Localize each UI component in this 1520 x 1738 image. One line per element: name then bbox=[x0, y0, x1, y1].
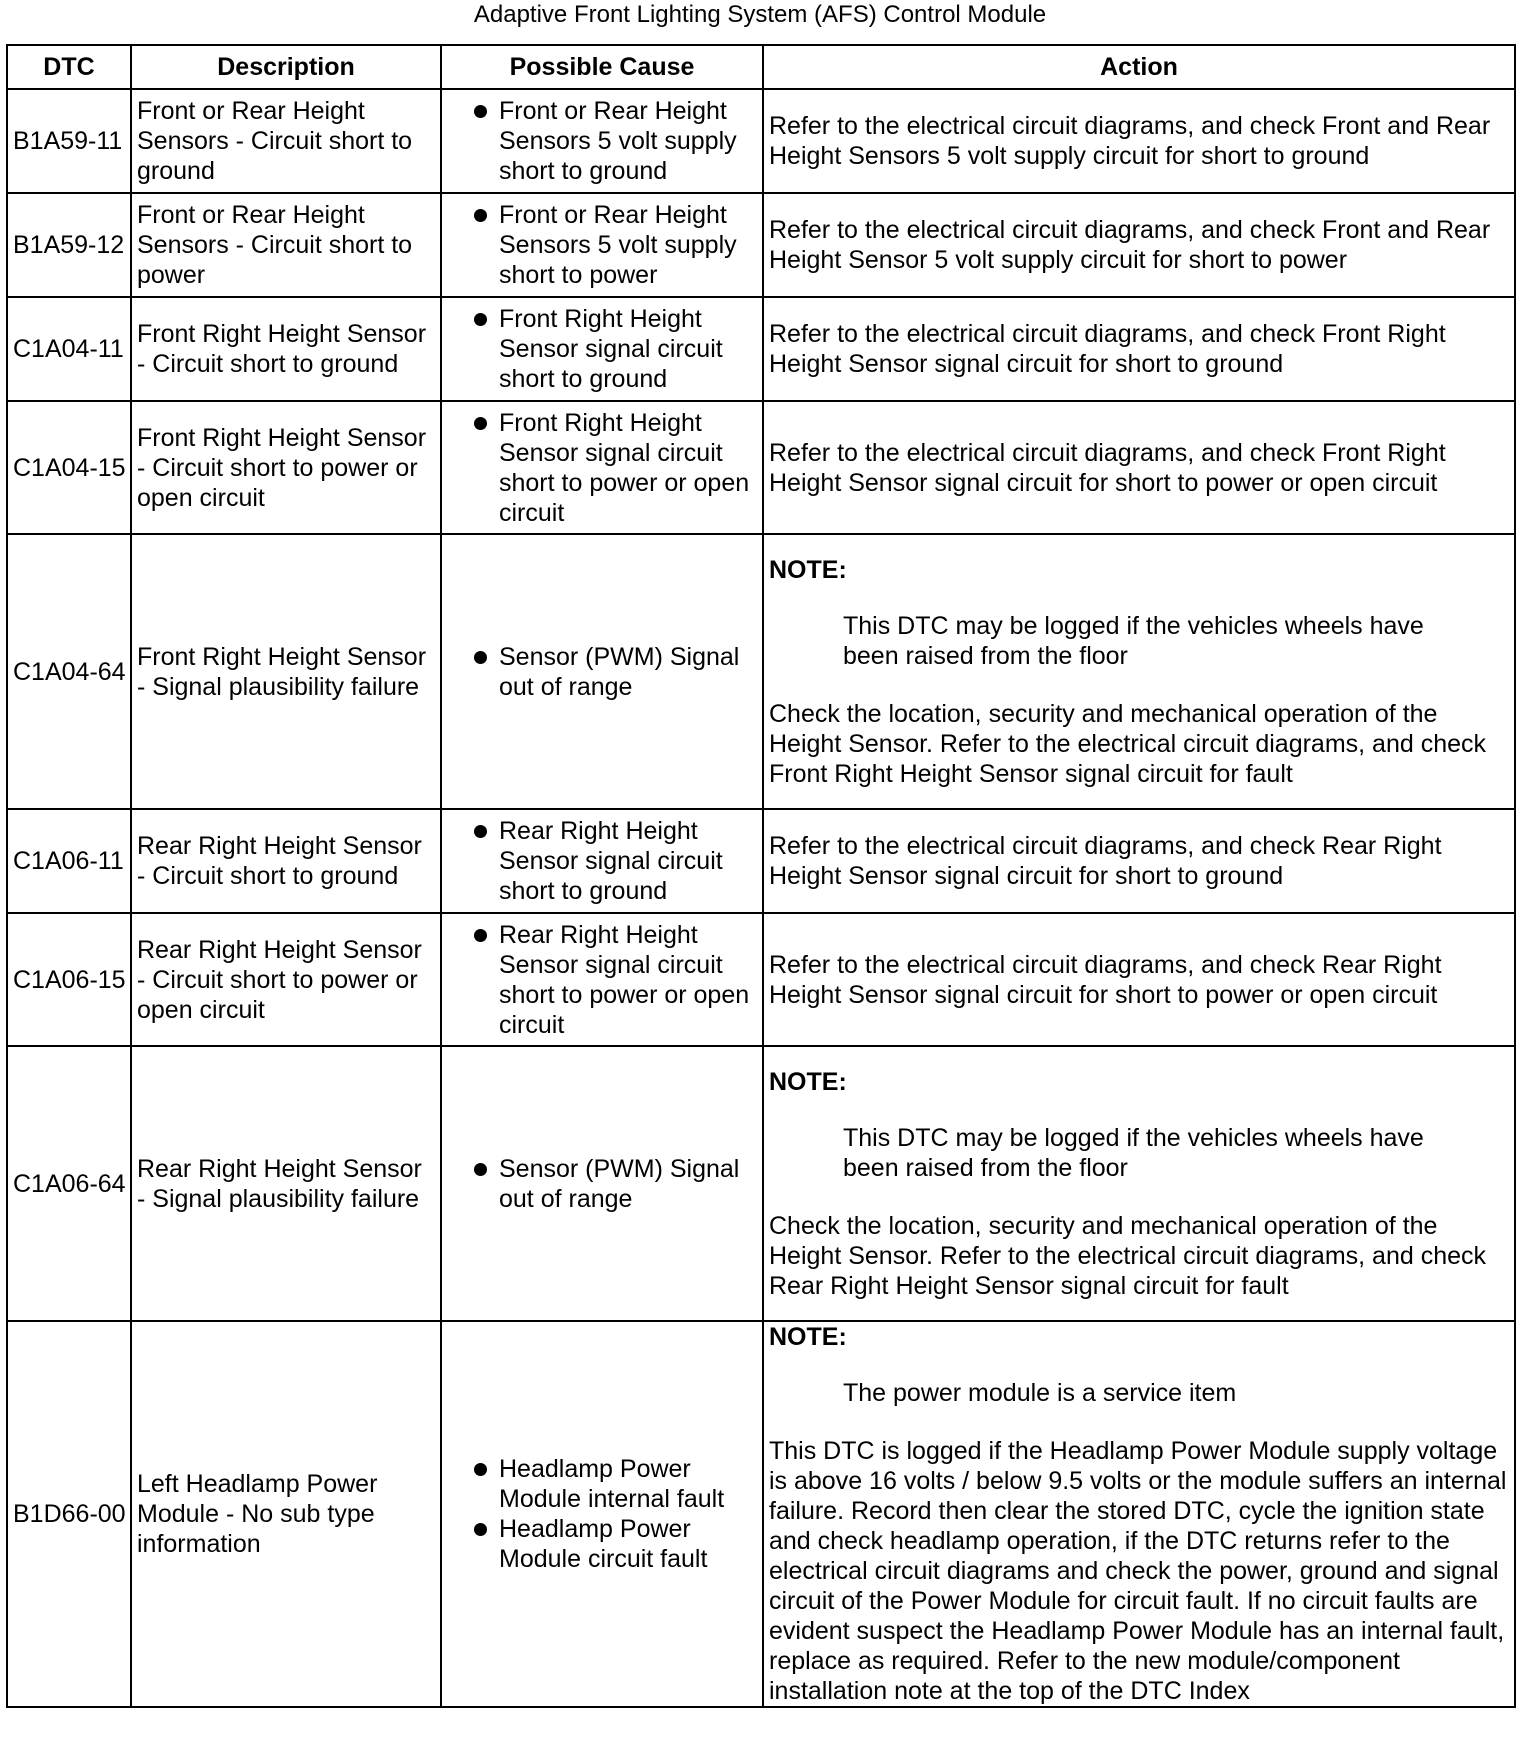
dtc-code: C1A04-11 bbox=[7, 297, 131, 401]
cause-item: Front or Rear Height Sensors 5 volt supply short to power bbox=[447, 200, 757, 290]
cause-list bbox=[447, 1454, 757, 1574]
action-text: Check the location, security and mechanical operation of the Height Sensor. Refer to the electrical circuit diagrams, and check Rear Right Height Sensor signal circuit for fault bbox=[769, 1211, 1487, 1300]
cause-cell bbox=[441, 401, 763, 534]
header-dtc: DTC bbox=[7, 45, 131, 89]
note-label: NOTE: bbox=[769, 1323, 847, 1351]
cause-list bbox=[447, 96, 757, 186]
cause-list bbox=[447, 920, 757, 1040]
header-action: Action bbox=[763, 45, 1515, 89]
description-cell: Rear Right Height Sensor - Circuit short to power or open circuit bbox=[131, 913, 441, 1046]
cause-item: Front Right Height Sensor signal circuit short to ground bbox=[447, 304, 757, 394]
cause-item: Headlamp Power Module internal fault bbox=[447, 1454, 757, 1514]
dtc-code: B1A59-12 bbox=[7, 193, 131, 297]
table-row bbox=[7, 809, 1515, 913]
cause-cell bbox=[441, 534, 763, 809]
description-cell: Rear Right Height Sensor - Signal plausibility failure bbox=[131, 1046, 441, 1321]
description-cell: Front or Rear Height Sensors - Circuit short to power bbox=[131, 193, 441, 297]
cause-item: Rear Right Height Sensor signal circuit short to power or open circuit bbox=[447, 920, 757, 1040]
action-cell: Refer to the electrical circuit diagrams, and check Rear Right Height Sensor signal circuit for short to power or open circuit bbox=[763, 913, 1515, 1046]
cause-cell bbox=[441, 809, 763, 913]
cause-item: Front Right Height Sensor signal circuit short to power or open circuit bbox=[447, 408, 757, 528]
header-description: Description bbox=[131, 45, 441, 89]
cause-item: Sensor (PWM) Signal out of range bbox=[447, 642, 757, 702]
action-cell bbox=[763, 534, 1515, 809]
header-possible-cause: Possible Cause bbox=[441, 45, 763, 89]
cause-cell bbox=[441, 913, 763, 1046]
action-text: Check the location, security and mechanical operation of the Height Sensor. Refer to the electrical circuit diagrams, and check Front Right Height Sensor signal circuit for fault bbox=[769, 699, 1487, 788]
cause-cell bbox=[441, 1321, 763, 1707]
action-text: This DTC is logged if the Headlamp Power Module supply voltage is above 16 volts / below 9.5 volts or the module suffers an internal failure. Record then clear the stored DTC, cycle the ignition state and check headlamp operation, if the DTC returns refer to the electrical circuit diagrams and check the power, ground and signal circuit of the Power Module for circuit fault. If no circuit faults are evident suspect the Headlamp Power Module has an internal fault, replace as required. Refer to the new module/component installation note at the top of the DTC Index bbox=[769, 1437, 1507, 1705]
table-row bbox=[7, 1046, 1515, 1321]
table-row bbox=[7, 193, 1515, 297]
note-label: NOTE: bbox=[769, 555, 847, 584]
cause-item: Headlamp Power Module circuit fault bbox=[447, 1514, 757, 1574]
note-text: This DTC may be logged if the vehicles wheels have been raised from the floor bbox=[843, 611, 1424, 670]
note-text: This DTC may be logged if the vehicles wheels have been raised from the floor bbox=[843, 1123, 1424, 1182]
action-cell: Refer to the electrical circuit diagrams, and check Front and Rear Height Sensor 5 volt supply circuit for short to power bbox=[763, 193, 1515, 297]
description-cell: Front Right Height Sensor - Circuit short to power or open circuit bbox=[131, 401, 441, 534]
action-cell: Refer to the electrical circuit diagrams, and check Front and Rear Height Sensors 5 volt supply circuit for short to ground bbox=[763, 89, 1515, 193]
cause-cell bbox=[441, 193, 763, 297]
description-cell: Front or Rear Height Sensors - Circuit short to ground bbox=[131, 89, 441, 193]
dtc-code: C1A06-11 bbox=[7, 809, 131, 913]
table-row bbox=[7, 534, 1515, 809]
table-row bbox=[7, 401, 1515, 534]
dtc-code: C1A04-64 bbox=[7, 534, 131, 809]
dtc-code: C1A06-64 bbox=[7, 1046, 131, 1321]
dtc-code: C1A06-15 bbox=[7, 913, 131, 1046]
action-cell bbox=[763, 1321, 1515, 1707]
note-label: NOTE: bbox=[769, 1067, 847, 1096]
cause-cell bbox=[441, 1046, 763, 1321]
action-cell: Refer to the electrical circuit diagrams, and check Rear Right Height Sensor signal circuit for short to ground bbox=[763, 809, 1515, 913]
action-cell: Refer to the electrical circuit diagrams, and check Front Right Height Sensor signal circuit for short to power or open circuit bbox=[763, 401, 1515, 534]
description-cell: Front Right Height Sensor - Circuit short to ground bbox=[131, 297, 441, 401]
page-title: Adaptive Front Lighting System (AFS) Control Module bbox=[473, 1, 1047, 28]
table-row bbox=[7, 913, 1515, 1046]
dtc-table bbox=[6, 44, 1516, 1708]
table-row bbox=[7, 1321, 1515, 1707]
cause-list bbox=[447, 408, 757, 528]
cause-item: Sensor (PWM) Signal out of range bbox=[447, 1154, 757, 1214]
action-cell: Refer to the electrical circuit diagrams, and check Front Right Height Sensor signal circuit for short to ground bbox=[763, 297, 1515, 401]
cause-cell bbox=[441, 297, 763, 401]
dtc-code: B1A59-11 bbox=[7, 89, 131, 193]
cause-item: Rear Right Height Sensor signal circuit short to ground bbox=[447, 816, 757, 906]
dtc-code: B1D66-00 bbox=[7, 1321, 131, 1707]
table-row bbox=[7, 297, 1515, 401]
description-cell: Front Right Height Sensor - Signal plausibility failure bbox=[131, 534, 441, 809]
cause-list bbox=[447, 642, 757, 702]
dtc-code: C1A04-15 bbox=[7, 401, 131, 534]
cause-list bbox=[447, 200, 757, 290]
note-text: The power module is a service item bbox=[843, 1379, 1237, 1407]
cause-item: Front or Rear Height Sensors 5 volt supply short to ground bbox=[447, 96, 757, 186]
table-row bbox=[7, 89, 1515, 193]
cause-list bbox=[447, 1154, 757, 1214]
description-cell: Rear Right Height Sensor - Circuit short to ground bbox=[131, 809, 441, 913]
cause-list bbox=[447, 304, 757, 394]
description-cell: Left Headlamp Power Module - No sub type information bbox=[131, 1321, 441, 1707]
cause-cell bbox=[441, 89, 763, 193]
cause-list bbox=[447, 816, 757, 906]
action-cell bbox=[763, 1046, 1515, 1321]
header-row bbox=[7, 45, 1515, 89]
